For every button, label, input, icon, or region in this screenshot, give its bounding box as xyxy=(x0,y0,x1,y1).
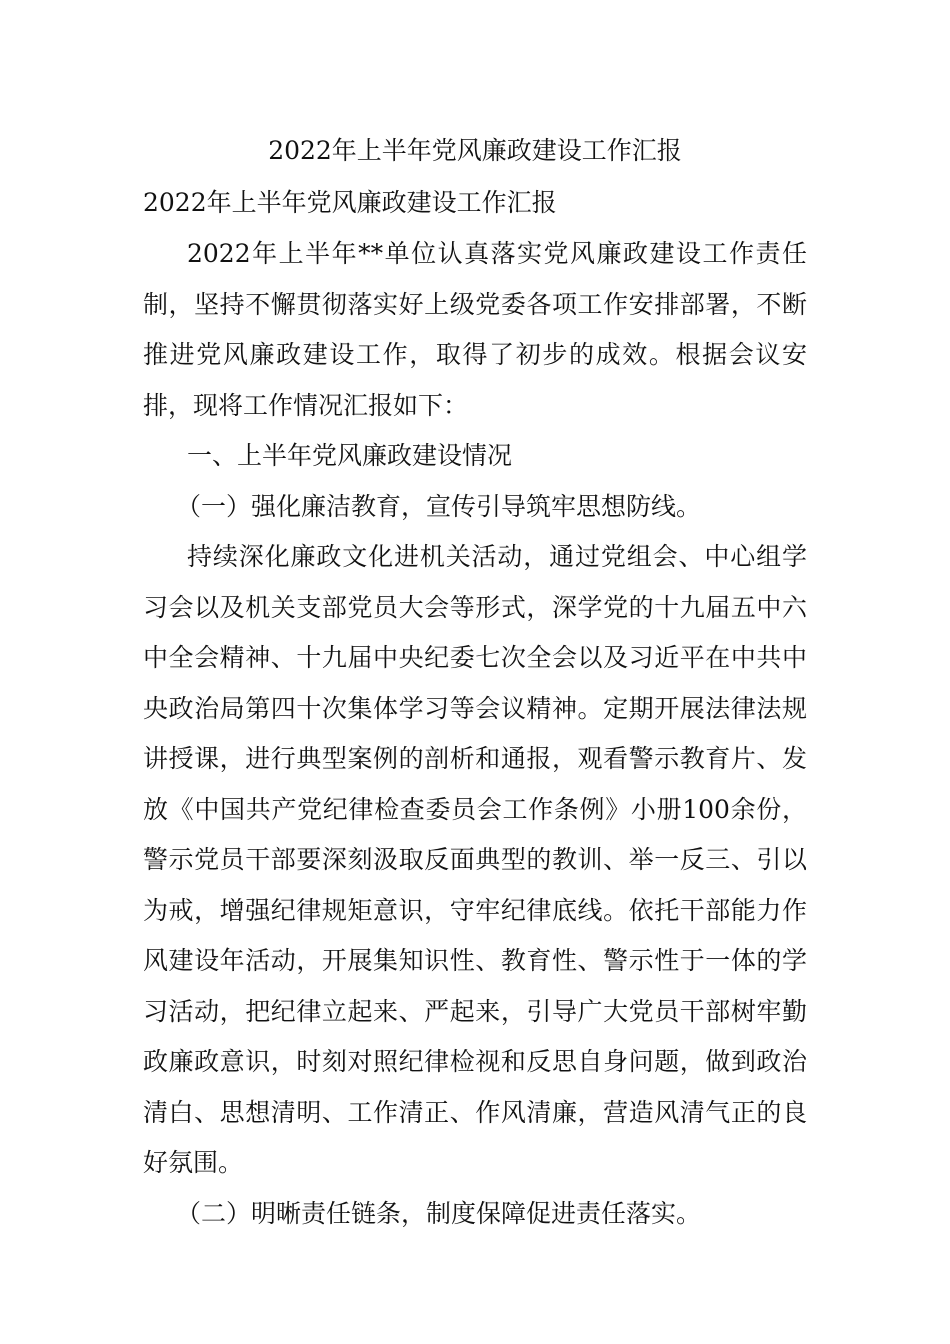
document-body xyxy=(143,229,807,1239)
section-heading-1: 一、上半年党风廉政建设情况 xyxy=(187,441,513,470)
document-title: 2022年上半年党风廉政建设工作汇报 xyxy=(268,136,682,165)
subsection-heading-1: （一）强化廉洁教育，宣传引导筑牢思想防线。 xyxy=(176,491,702,521)
subsection-heading-2: （二）明晰责任链条，制度保障促进责任落实。 xyxy=(176,1198,702,1228)
document-subtitle: 2022年上半年党风廉政建设工作汇报 xyxy=(143,188,557,217)
subsection-body-1: 持续深化廉政文化进机关活动，通过党组会、中心组学习会以及机关支部党员大会等形式，深学党的十九届五中六中全会精神、十九届中央纪委七次全会以及习近平在中共中央政治局第四十次集体学习等会议精神。定期开展法律法规讲授课，进行典型案例的剖析和通报，观看警示教育片、发放《中国共产党纪律检查委员会工作条例》小册100余份，警示党员干部要深刻汲取反面典型的教训、举一反三、引以为戒，增强纪律规矩意识，守牢纪律底线。依托干部能力作风建设年活动，开展集知识性、教育性、警示性于一体的学习活动，把纪律立起来、严起来，引导广大党员干部树牢勤政廉政意识，时刻对照纪律检视和反思自身问题，做到政治清白、思想清明、工作清正、作风清廉，营造风清气正的良好氛围。 xyxy=(143,542,807,1177)
intro-paragraph: 2022年上半年**单位认真落实党风廉政建设工作责任制，坚持不懈贯彻落实好上级党委各项工作安排部署，不断推进党风廉政建设工作，取得了初步的成效。根据会议安排，现将工作情况汇报如下： xyxy=(143,239,807,420)
